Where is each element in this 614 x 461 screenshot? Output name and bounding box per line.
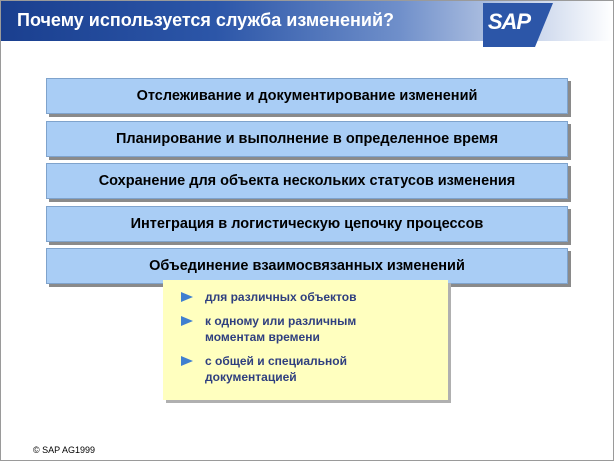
note-text: к одному или различным моментам времени: [205, 314, 357, 344]
note-text: для различных объектов: [205, 290, 357, 304]
reason-bar: Сохранение для объекта нескольких статусов изменения: [46, 163, 568, 199]
copyright-footer: © SAP AG1999: [33, 445, 96, 455]
reason-bar: Планирование и выполнение в определенное время: [46, 121, 568, 157]
note-item: [181, 353, 375, 385]
reason-list: [46, 78, 568, 291]
note-item: [181, 313, 375, 345]
reason-bar: Отслеживание и документирование изменений: [46, 78, 568, 114]
bullet-triangle-icon: [181, 292, 193, 302]
note-item: [181, 289, 425, 305]
detail-note-box: [163, 280, 448, 400]
reason-bar: Объединение взаимосвязанных изменений: [46, 248, 568, 284]
sap-logo: [483, 3, 553, 47]
slide-title: Почему используется служба изменений?: [17, 10, 395, 30]
reason-bar: Интеграция в логистическую цепочку процессов: [46, 206, 568, 242]
bullet-triangle-icon: [181, 316, 193, 326]
bullet-triangle-icon: [181, 356, 193, 366]
sap-logo-text: SAP: [487, 9, 531, 34]
note-text: с общей и специальной документацией: [205, 354, 347, 384]
